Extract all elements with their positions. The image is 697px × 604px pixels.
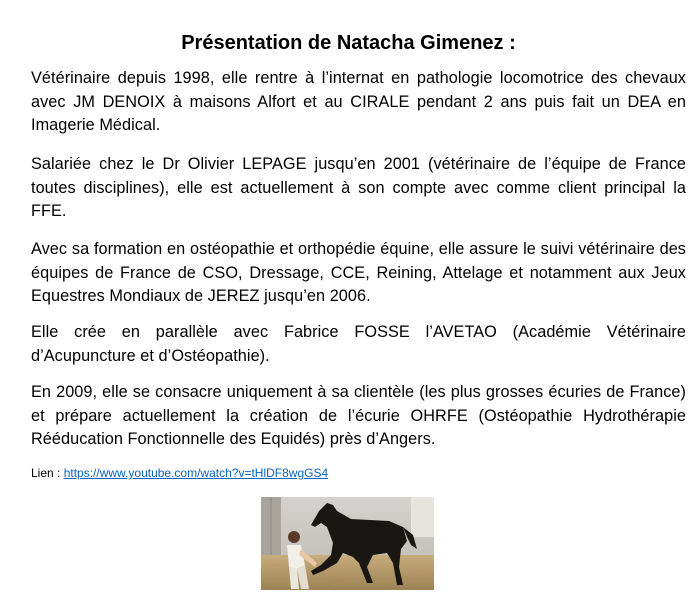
paragraph-employment: Salariée chez le Dr Olivier LEPAGE jusqu’en 2001 (vétérinaire de l’équipe de France toutes disciplines), elle est actuellement à son compte avec comme client principal la FFE. xyxy=(31,155,686,220)
window-light xyxy=(411,497,434,537)
straw-floor xyxy=(261,555,434,590)
paragraph-training: Avec sa formation en ostéopathie et orthopédie équine, elle assure le suivi vétérinaire des équipes de France de CSO, Dressage, CCE, Reining, Attelage et notamment aux Jeux Equestres Mondiaux de JEREZ jusqu’en 2006. xyxy=(31,240,686,305)
link-label: Lien : xyxy=(31,466,64,480)
link-line xyxy=(31,465,328,481)
horse-photo xyxy=(261,497,434,590)
paragraph-career-start: Vétérinaire depuis 1998, elle rentre à l’internat en pathologie locomotrice des chevaux avec JM DENOIX à maisons Alfort et au CIRALE pendant 2 ans puis fait un DEA en Imagerie Médical. xyxy=(31,69,686,134)
paragraph-2009: En 2009, elle se consacre uniquement à sa clientèle (les plus grosses écuries de France) et prépare actuellement la création de l’écurie OHRFE (Ostéopathie Hydrothérapie Rééducation Fonctionnelle des Equidés) près d’Angers. xyxy=(31,383,686,448)
youtube-link[interactable]: https://www.youtube.com/watch?v=tHlDF8wgGS4 xyxy=(63,466,329,480)
page-title: Présentation de Natacha Gimenez : xyxy=(181,32,516,54)
paragraph-avetao: Elle crée en parallèle avec Fabrice FOSSE l’AVETAO (Académie Vétérinaire d’Acupuncture et d’Ostéopathie). xyxy=(31,323,686,365)
